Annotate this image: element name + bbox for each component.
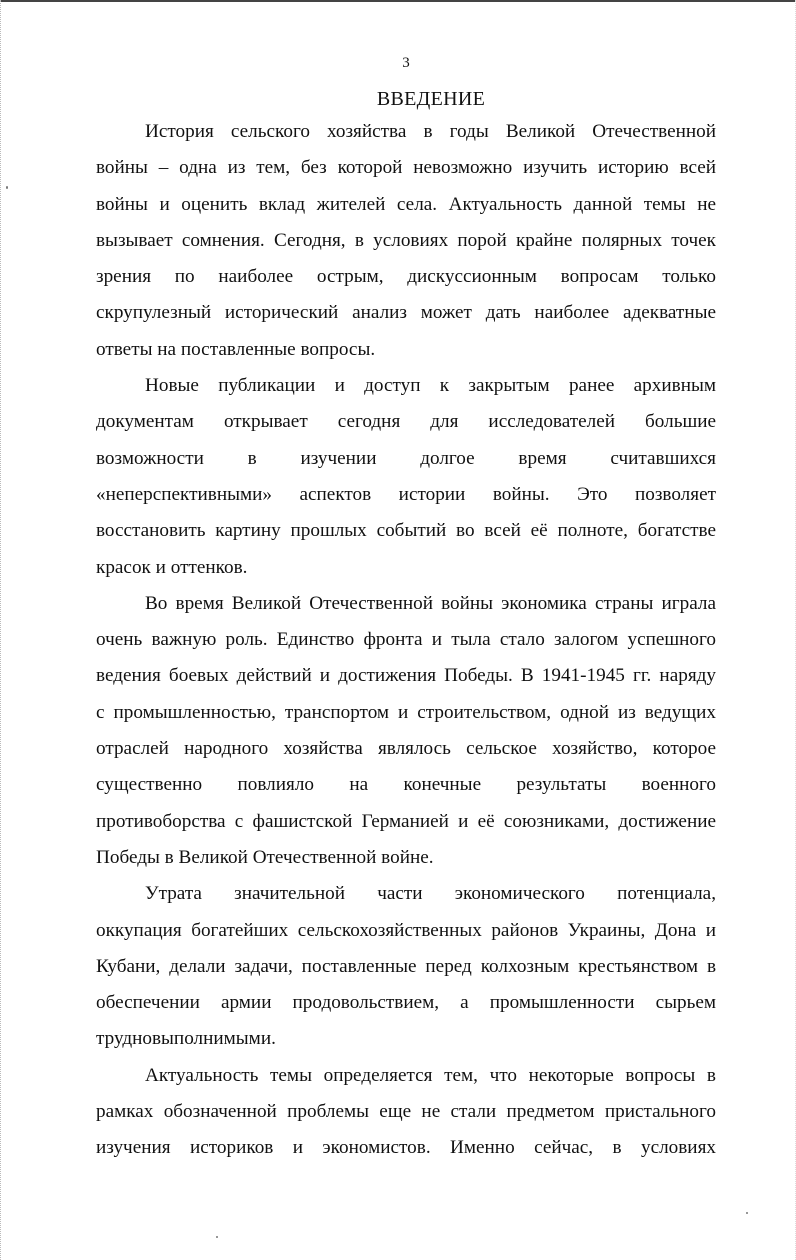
text-line: изучения историков и экономистов. Именно сейчас, в условиях	[96, 1137, 716, 1159]
text-line: трудновыполнимыми.	[96, 1028, 276, 1050]
text-line: вызывает сомнения. Сегодня, в условиях порой крайне полярных точек	[96, 229, 716, 251]
text-line: с промышленностью, транспортом и строительством, одной из ведущих	[96, 701, 716, 723]
body-text	[96, 114, 716, 1167]
text-line: Утрата значительной части экономического потенциала,	[145, 883, 716, 905]
text-line: ведения боевых действий и достижения Победы. В 1941-1945 гг. наряду	[96, 665, 716, 687]
text-line: документам открывает сегодня для исследователей большие	[96, 411, 716, 433]
text-line: войны и оценить вклад жителей села. Актуальность данной темы не	[96, 193, 716, 215]
text-line: зрения по наиболее острым, дискуссионным вопросам только	[96, 266, 716, 288]
page-title: ВВЕДЕНИЕ	[376, 88, 486, 110]
text-line: Победы в Великой Отечественной войне.	[96, 846, 434, 868]
scan-speck	[746, 1212, 748, 1214]
text-line: рамках обозначенной проблемы еще не стали предметом пристального	[96, 1101, 716, 1123]
text-line: Кубани, делали задачи, поставленные перед колхозным крестьянством в	[96, 955, 716, 977]
text-line: «неперспективными» аспектов истории войны. Это позволяет	[96, 483, 716, 505]
text-line: возможности в изучении долгое время считавшихся	[96, 447, 716, 469]
text-line: противоборства с фашистской Германией и её союзниками, достижение	[96, 810, 716, 832]
scan-speck	[6, 186, 8, 189]
page-number: 3	[402, 55, 410, 71]
text-line: ответы на поставленные вопросы.	[96, 338, 376, 360]
text-line: оккупация богатейших сельскохозяйственных районов Украины, Дона и	[96, 919, 716, 941]
scan-top-rule	[0, 0, 796, 2]
text-line: войны – одна из тем, без которой невозможно изучить историю всей	[96, 157, 716, 179]
text-line: Новые публикации и доступ к закрытым ранее архивным	[145, 375, 716, 397]
text-line: восстановить картину прошлых событий во всей её полноте, богатстве	[96, 520, 716, 542]
text-line: Во время Великой Отечественной войны экономика страны играла	[145, 592, 716, 614]
text-line: существенно повлияло на конечные результаты военного	[96, 774, 716, 796]
text-line: очень важную роль. Единство фронта и тыла стало залогом успешного	[96, 629, 716, 651]
text-line: обеспечении армии продовольствием, а промышленности сырьем	[96, 992, 716, 1014]
text-line: отраслей народного хозяйства являлось сельское хозяйство, которое	[96, 738, 716, 760]
text-line: История сельского хозяйства в годы Великой Отечественной	[145, 121, 716, 142]
text-line: скрупулезный исторический анализ может дать наиболее адекватные	[96, 302, 716, 324]
scan-speck	[216, 1236, 218, 1238]
scan-left-edge	[0, 0, 3, 1260]
text-line: Актуальность темы определяется тем, что некоторые вопросы в	[145, 1064, 716, 1086]
text-line: красок и оттенков.	[96, 556, 248, 578]
